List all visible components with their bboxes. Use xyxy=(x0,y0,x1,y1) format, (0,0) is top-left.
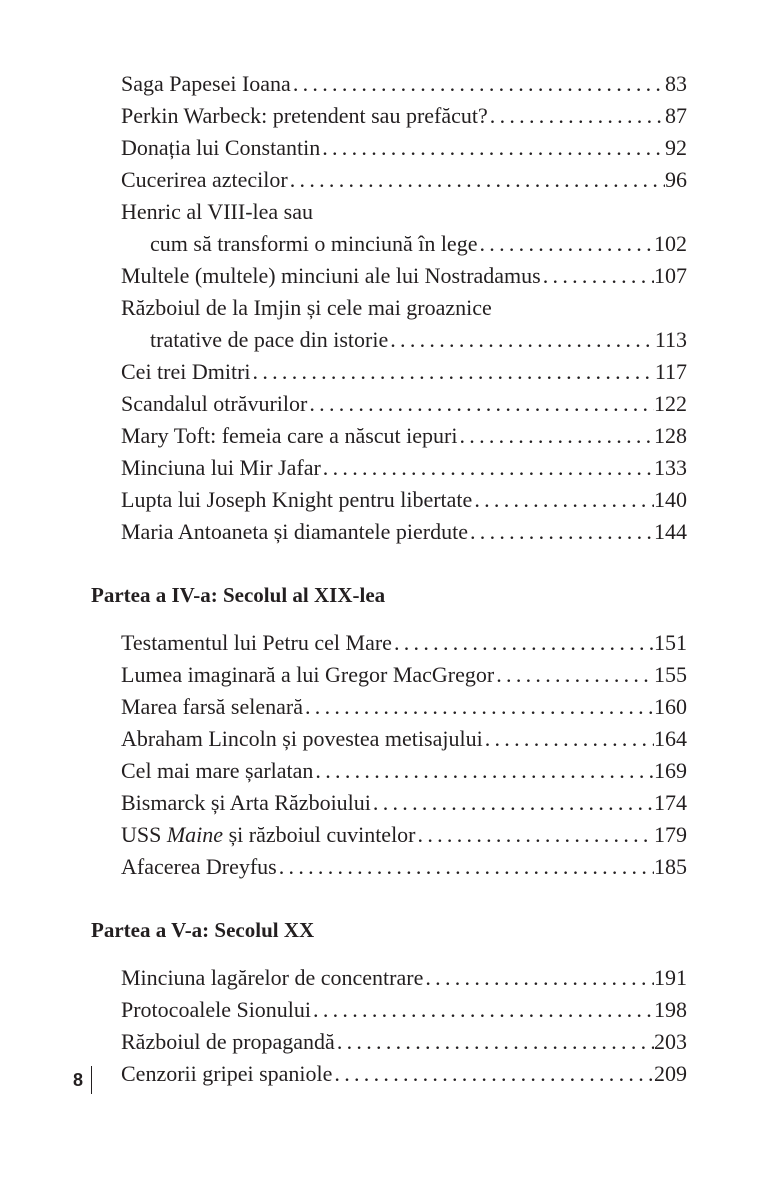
toc-entry xyxy=(121,756,687,786)
toc-entry xyxy=(150,325,687,355)
toc-entry xyxy=(121,692,687,722)
toc-entry-title: Minciuna lui Mir Jafar xyxy=(121,455,321,480)
dot-leader xyxy=(307,389,654,419)
section-heading: Partea a IV-a: Secolul al XIX-lea xyxy=(91,583,386,607)
dot-leader xyxy=(488,101,665,131)
toc-entry-title-italic: Maine xyxy=(166,822,224,847)
toc-entry xyxy=(121,517,687,547)
toc-entry-title: Războiul de propagandă xyxy=(121,1029,335,1054)
toc-entry-title-line1: Henric al VIII-lea sau xyxy=(121,199,313,224)
toc-entry xyxy=(121,963,687,993)
toc-entry-title: Saga Papesei Ioana xyxy=(121,71,291,96)
toc-entry-title: Protocoalele Sionului xyxy=(121,997,312,1022)
toc-entry-title-line2: tratative de pace din istorie xyxy=(150,327,389,352)
toc-entry xyxy=(121,628,687,658)
toc-entry-page: 191 xyxy=(654,965,687,990)
toc-entry-page: 179 xyxy=(654,822,687,847)
toc-entry-page: 96 xyxy=(665,167,687,192)
toc-entry xyxy=(121,389,687,419)
toc-entry-page: 144 xyxy=(654,519,687,544)
toc-entry xyxy=(121,1059,687,1089)
toc-entry xyxy=(121,421,687,451)
toc-entry-page: 155 xyxy=(654,662,687,687)
dot-leader xyxy=(371,788,654,818)
toc-entry-page: 83 xyxy=(665,71,687,96)
toc-entry xyxy=(121,485,687,515)
toc-entry-title: Multele (multele) minciuni ale lui Nostradamus xyxy=(121,263,541,288)
dot-leader xyxy=(321,453,654,483)
toc-entry-title: Bismarck și Arta Războiului xyxy=(121,790,371,815)
toc-entry xyxy=(121,453,687,483)
toc-entry-page: 169 xyxy=(654,758,687,783)
dot-leader xyxy=(468,517,654,547)
toc-entry-title: Maria Antoaneta și diamantele pierdute xyxy=(121,519,468,544)
toc-entry-page: 122 xyxy=(654,391,687,416)
toc-entry-page: 164 xyxy=(654,726,687,751)
toc-entry xyxy=(121,69,687,99)
toc-entry-title xyxy=(121,820,416,850)
toc-entry-page: 128 xyxy=(654,423,687,448)
toc-entry xyxy=(121,1027,687,1057)
dot-leader xyxy=(288,165,665,195)
toc-entry-page: 92 xyxy=(665,135,687,160)
toc-entry-title: Cucerirea aztecilor xyxy=(121,167,288,192)
dot-leader xyxy=(303,692,654,722)
toc-entry-title: Donația lui Constantin xyxy=(121,135,321,160)
toc-entry-title: Cel mai mare șarlatan xyxy=(121,758,314,783)
toc-entry-title: Cei trei Dmitri xyxy=(121,359,251,384)
toc-entry-page: 113 xyxy=(654,327,687,352)
toc-entry xyxy=(121,724,687,754)
dot-leader xyxy=(388,325,655,355)
section-heading: Partea a V-a: Secolul XX xyxy=(91,918,315,942)
dot-leader xyxy=(483,724,654,754)
dot-leader xyxy=(416,820,654,850)
toc-entry xyxy=(121,820,687,850)
toc-entry-title: Cenzorii gripei spaniole xyxy=(121,1061,333,1086)
dot-leader xyxy=(277,852,654,882)
toc-entry-title: Testamentul lui Petru cel Mare xyxy=(121,630,392,655)
toc-entry-title: Mary Toft: femeia care a născut iepuri xyxy=(121,423,458,448)
toc-entry-title-suffix: și războiul cuvintelor xyxy=(223,822,416,847)
dot-leader xyxy=(477,229,654,259)
dot-leader xyxy=(423,963,654,993)
toc-entry-title: Afacerea Dreyfus xyxy=(121,854,277,879)
toc-entry xyxy=(121,357,687,387)
dot-leader xyxy=(320,133,665,163)
dot-leader xyxy=(332,1059,654,1089)
toc-entry-page: 174 xyxy=(654,790,687,815)
toc-entry-title: Lupta lui Joseph Knight pentru libertate xyxy=(121,487,473,512)
dot-leader xyxy=(494,660,654,690)
toc-entry xyxy=(121,261,687,291)
toc-entry xyxy=(121,995,687,1025)
page-number-rule xyxy=(91,1066,92,1094)
toc-entry xyxy=(121,788,687,818)
toc-entry-title-line1: Războiul de la Imjin și cele mai groaznice xyxy=(121,295,492,320)
toc-entry-page: 87 xyxy=(665,103,687,128)
dot-leader xyxy=(313,756,654,786)
dot-leader xyxy=(472,485,654,515)
toc-entry-page: 160 xyxy=(654,694,687,719)
toc-entry-title-line2: cum să transformi o minciună în lege xyxy=(150,231,478,256)
toc-entry-title: Lumea imaginară a lui Gregor MacGregor xyxy=(121,662,495,687)
toc-entry-page: 198 xyxy=(654,997,687,1022)
dot-leader xyxy=(335,1027,654,1057)
toc-entry xyxy=(121,852,687,882)
toc-entry-page: 117 xyxy=(654,359,687,384)
dot-leader xyxy=(392,628,654,658)
toc-entry xyxy=(121,133,687,163)
toc-entry xyxy=(150,229,687,259)
toc-entry-title-prefix: USS xyxy=(121,822,167,847)
dot-leader xyxy=(291,69,665,99)
toc-entry-title: Scandalul otrăvurilor xyxy=(121,391,308,416)
toc-entry-page: 102 xyxy=(654,231,687,256)
toc-entry-title: Minciuna lagărelor de concentrare xyxy=(121,965,424,990)
toc-entry-page: 140 xyxy=(654,487,687,512)
dot-leader xyxy=(541,261,654,291)
toc-entry xyxy=(121,165,687,195)
toc-entry-title: Marea farsă selenară xyxy=(121,694,303,719)
page-number: 8 xyxy=(73,1070,84,1090)
toc-entry-page: 185 xyxy=(654,854,687,879)
toc-entry xyxy=(121,101,687,131)
toc-entry-title: Abraham Lincoln și povestea metisajului xyxy=(121,726,483,751)
toc-entry-page: 209 xyxy=(654,1061,687,1086)
toc-entry-title: Perkin Warbeck: pretendent sau prefăcut? xyxy=(121,103,488,128)
toc-entry-page: 107 xyxy=(654,263,687,288)
dot-leader xyxy=(251,357,655,387)
toc-entry-page: 133 xyxy=(654,455,687,480)
dot-leader xyxy=(457,421,654,451)
toc-entry xyxy=(121,660,687,690)
toc-entry-page: 151 xyxy=(654,630,687,655)
dot-leader xyxy=(311,995,654,1025)
toc-entry-page: 203 xyxy=(654,1029,687,1054)
